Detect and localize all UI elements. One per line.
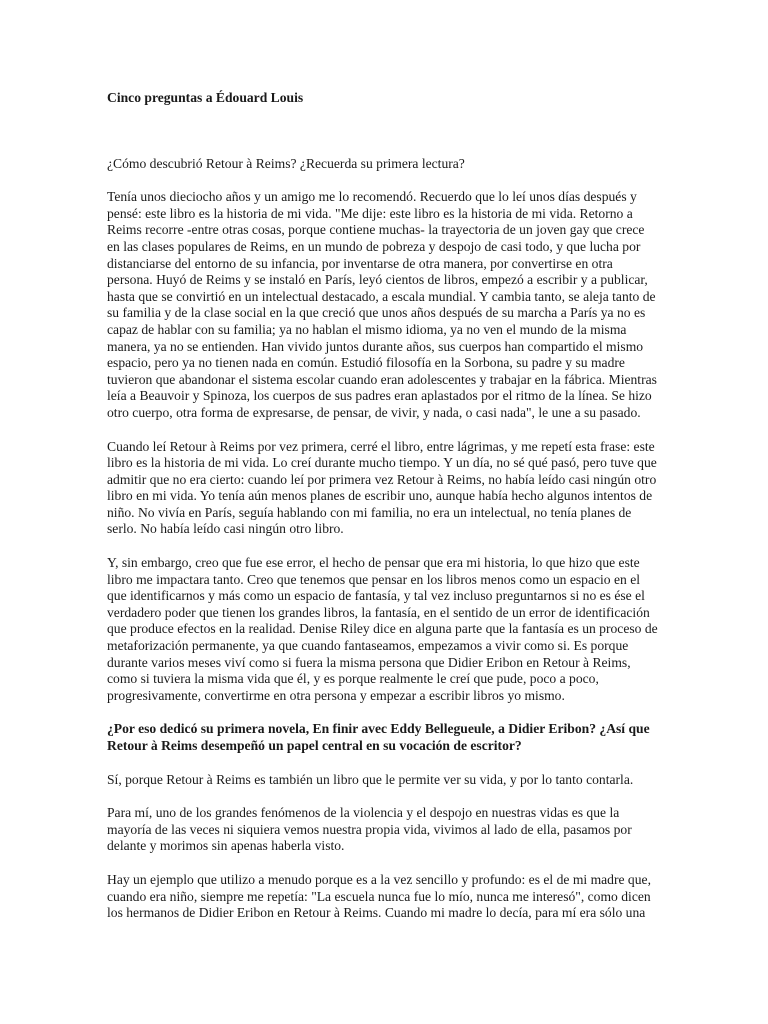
paragraph-3: Y, sin embargo, creo que fue ese error, el hecho de pensar que era mi historia, lo que hizo que este libro me impactara tanto. Creo que tenemos que pensar en los libros menos como un espacio en el que identificarnos y más como un espacio de fantasía, y tal vez incluso preguntarnos si no es ése el verdadero poder que tienen los grandes libros, la fantasía, en el sentido de un error de identificación que produce efectos en la realidad. Denise Riley dice en alguna parte que la fantasía es un proceso de metaforización permanente, ya que cuando fantaseamos, empezamos a vivir como si. Es porque durante varios meses viví como si fuera la misma persona que Didier Eribon en Retour à Reims, como si tuviera la misma vida que él, y es porque realmente le creí que pude, poco a poco, progresivamente, convertirme en otra persona y empezar a escribir libros yo mismo. — [107, 555, 658, 703]
paragraph-4: Sí, porque Retour à Reims es también un libro que le permite ver su vida, y por lo tanto contarla. — [107, 771, 634, 787]
document-title: Cinco preguntas a Édouard Louis — [107, 90, 304, 105]
question-2: ¿Por eso dedicó su primera novela, En finir avec Eddy Bellegueule, a Didier Eribon? ¿Así que Retour à Reims desempeñó un papel central en su vocación de escritor? — [107, 721, 650, 753]
paragraph-1: Tenía unos dieciocho años y un amigo me lo recomendó. Recuerdo que lo leí unos días después y pensé: este libro es la historia de mi vida. "Me dije: este libro es la historia de mi vida. Retorno a Reims recorre -entre otras cosas, porque contiene muchas- la trayectoria de un joven gay que crece en las clases populares de Reims, en un mundo de pobreza y despojo de casi todo, y que lucha por distanciarse del entorno de su infancia, por inventarse de otra manera, por convertirse en otra persona. Huyó de Reims y se instaló en París, leyó cientos de libros, empezó a escribir y a publicar, hasta que se convirtió en un intelectual destacado, a escala mundial. Y cambia tanto, se aleja tanto de su familia y de la clase social en la que creció que unos años después de su marcha a París ya no es capaz de hablar con su familia; ya no hablan el mismo idioma, ya no ven el mundo de la misma manera, ya no se entienden. Han vivido juntos durante años, sus cuerpos han compartido el mismo espacio, pero ya no tienen nada en común. Estudió filosofía en la Sorbona, su padre y su madre tuvieron que abandonar el sistema escolar cuando eran adolescentes y trabajar en la fábrica. Mientras leía a Beauvoir y Spinoza, los cuerpos de sus padres eran aplastados por el ritmo de la línea. Se hizo otro cuerpo, otra forma de expresarse, de pensar, de vivir, y nada, o casi nada", le une a su pasado. — [107, 189, 657, 420]
document-page — [107, 90, 660, 939]
paragraph-6: Hay un ejemplo que utilizo a menudo porque es a la vez sencillo y profundo: es el de mi madre que, cuando era niño, siempre me repetía: "La escuela nunca fue lo mío, nunca me interesó", como dicen los hermanos de Didier Eribon en Retour à Reims. Cuando mi madre lo decía, para mí era sólo una — [107, 871, 651, 921]
paragraph-5: Para mí, uno de los grandes fenómenos de la violencia y el despojo en nuestras vidas es que la mayoría de las veces ni siquiera vemos nuestra propia vida, vivimos al lado de ella, pasamos por delante y morimos sin apenas haberla visto. — [107, 805, 632, 854]
paragraph-2: Cuando leí Retour à Reims por vez primera, cerré el libro, entre lágrimas, y me repetí esta frase: este libro es la historia de mi vida. Lo creí durante mucho tiempo. Y un día, no sé qué pasó, pero tuve que admitir que no era cierto: cuando leí por primera vez Retour à Reims, no había leído casi ningún otro libro en mi vida. Yo tenía aún menos planes de escribir uno, aunque había hecho algunos intentos de niño. No vivía en París, seguía hablando con mi familia, no era un intelectual, no tenía planes de serlo. No había leído casi ningún otro libro. — [107, 438, 657, 537]
question-1: ¿Cómo descubrió Retour à Reims? ¿Recuerda su primera lectura? — [107, 155, 465, 171]
